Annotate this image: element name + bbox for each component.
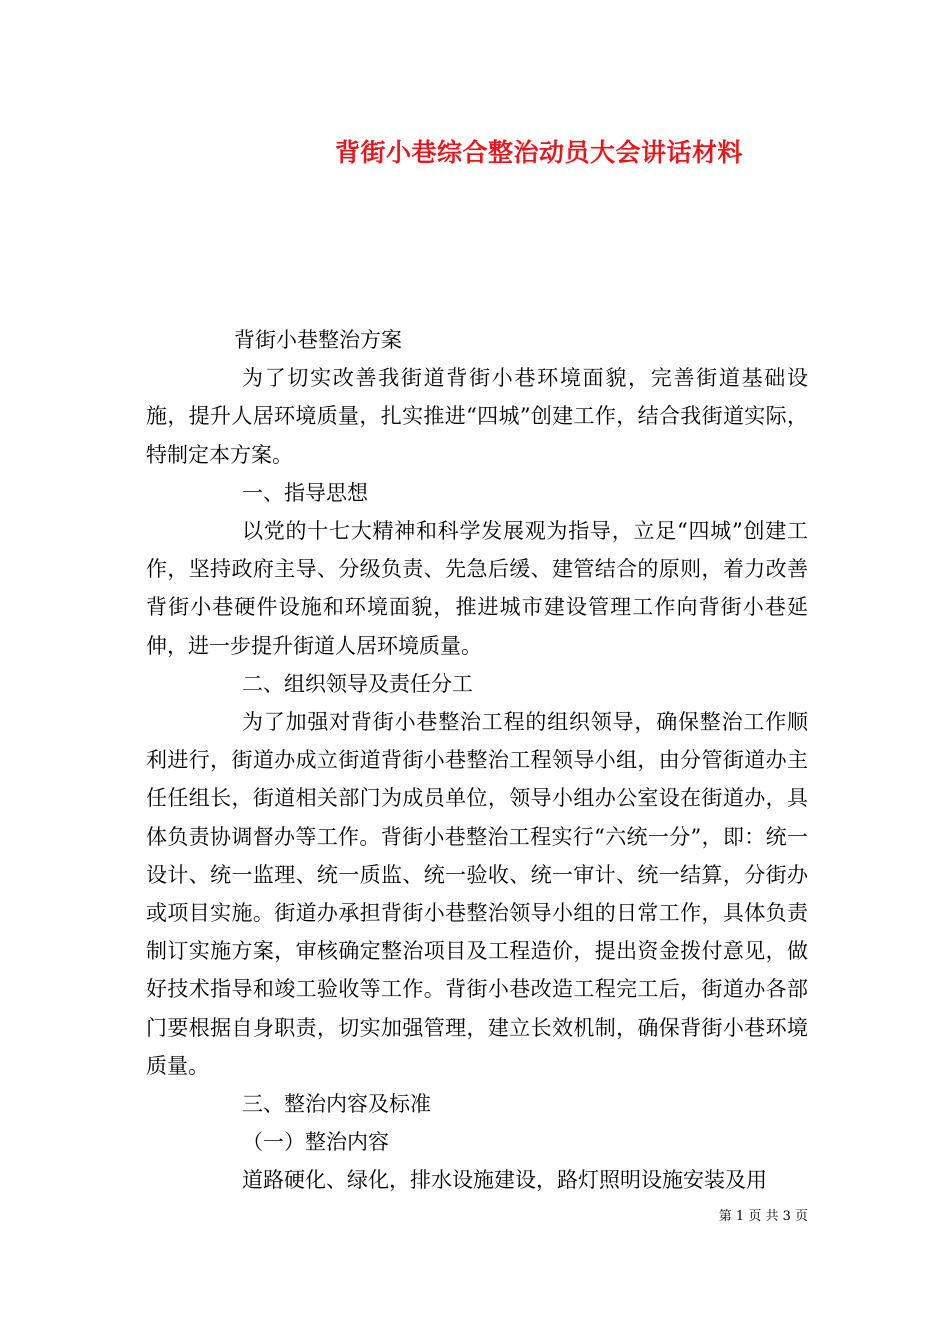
section-heading-organization: 二、组织领导及责任分工 <box>242 671 473 696</box>
section-heading-guiding-thought: 一、指导思想 <box>242 480 368 505</box>
section-heading-content-standards: 三、整治内容及标准 <box>242 1092 431 1117</box>
intro-paragraph: 为了切实改善我街道背街小巷环境面貌，完善街道基础设施，提升人居环境质量，扎实推进“四城”创建工作，结合我街道实际，特制定本方案。 <box>146 366 808 467</box>
plan-heading: 背街小巷整治方案 <box>234 328 402 352</box>
page-number: 第 1 页 共 3 页 <box>718 1209 808 1224</box>
content-paragraph: 道路硬化、绿化，排水设施建设，路灯照明设施安装及用 <box>242 1168 767 1193</box>
document-body <box>146 321 808 1200</box>
subsection-heading-content: （一）整治内容 <box>242 1130 389 1155</box>
guiding-thought-paragraph: 以党的十七大精神和科学发展观为指导，立足“四城”创建工作，坚持政府主导、分级负责、先急后缓、建管结合的原则，着力改善背街小巷硬件设施和环境面貌，推进城市建设管理工作向背街小巷延伸，进一步提升街道人居环境质量。 <box>146 519 808 658</box>
organization-paragraph: 为了加强对背街小巷整治工程的组织领导，确保整治工作顺利进行，街道办成立街道背街小巷整治工程领导小组，由分管街道办主任任组长，街道相关部门为成员单位，领导小组办公室设在街道办，具体负责协调督办等工作。背街小巷整治工程实行“六统一分”，即：统一设计、统一监理、统一质监、统一验收、统一审计、统一结算，分街办或项目实施。街道办承担背街小巷整治领导小组的日常工作，具体负责制订实施方案，审核确定整治项目及工程造价，提出资金拨付意见，做好技术指导和竣工验收等工作。背街小巷改造工程完工后，街道办各部门要根据自身职责，切实加强管理，建立长效机制，确保背街小巷环境质量。 <box>146 710 808 1078</box>
document-title: 背街小巷综合整治动员大会讲话材料 <box>334 138 743 167</box>
